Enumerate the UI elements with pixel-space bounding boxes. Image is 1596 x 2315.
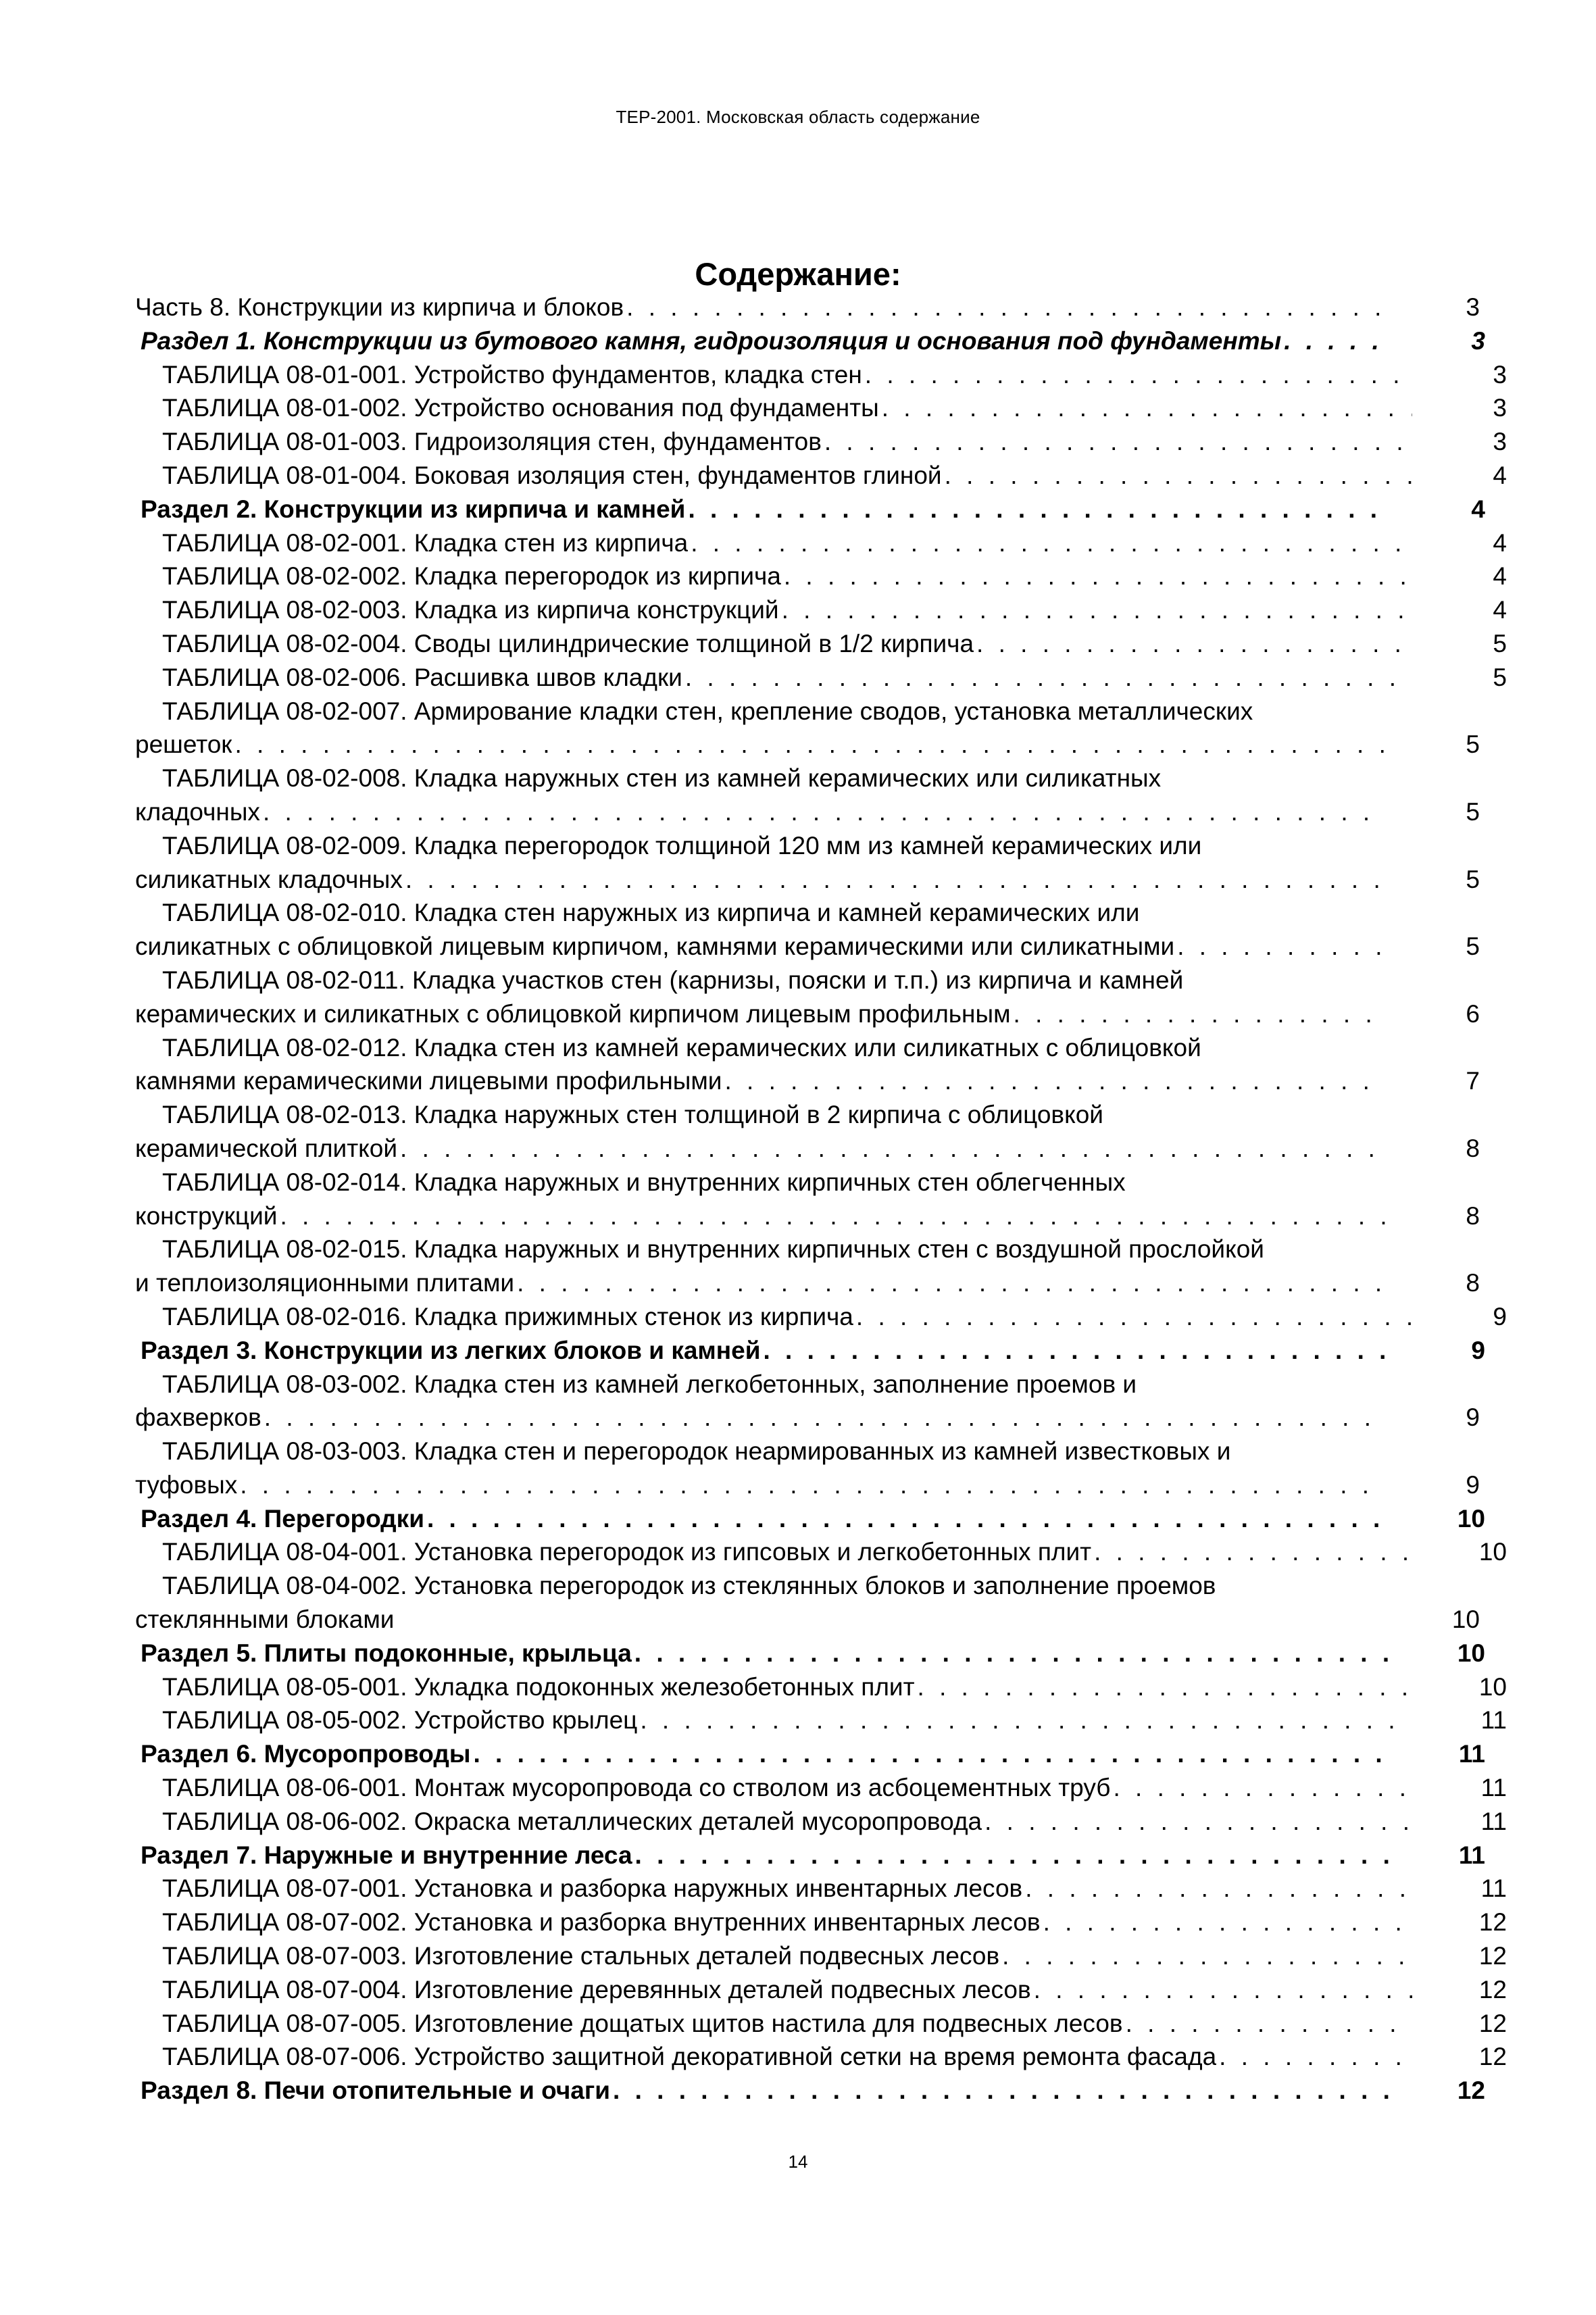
- toc-entry-table[interactable]: [135, 661, 1507, 695]
- toc-entry-text: ТАБЛИЦА 08-05-001. Укладка подоконных железобетонных плит: [162, 1672, 915, 1701]
- toc-leader-dots: [784, 559, 1412, 593]
- toc-entry-text: ТАБЛИЦА 08-06-001. Монтаж мусоропровода со стволом из асбоцементных труб: [162, 1774, 1111, 1802]
- toc-entry-table[interactable]: [135, 1872, 1507, 1906]
- toc-entry-text: ТАБЛИЦА 08-02-010. Кладка стен наружных из кирпича и камней керамических или: [162, 899, 1140, 927]
- toc-line: [135, 493, 1485, 526]
- toc-line: [135, 1435, 1507, 1468]
- toc-line: [135, 795, 1480, 829]
- toc-line: [135, 1233, 1507, 1266]
- toc-entry-table[interactable]: [135, 896, 1480, 964]
- toc-page-number: 3: [1493, 394, 1507, 422]
- toc-entry-table[interactable]: [135, 1939, 1507, 1973]
- toc-entry-table[interactable]: [135, 1771, 1507, 1805]
- toc-entry-text: Часть 8. Конструкции из кирпича и блоков: [135, 293, 624, 321]
- toc-entry-text: ТАБЛИЦА 08-01-003. Гидроизоляция стен, фундаментов: [162, 428, 822, 456]
- toc-leader-dots: [1002, 1939, 1412, 1973]
- toc-entry-text: ТАБЛИЦА 08-02-001. Кладка стен из кирпича: [162, 528, 689, 557]
- toc-line: [135, 1670, 1507, 1704]
- toc-line: [135, 896, 1507, 930]
- toc-line: [135, 1535, 1507, 1569]
- toc-line: [135, 291, 1480, 324]
- toc-entry-text: ТАБЛИЦА 08-07-003. Изготовление стальных деталей подвесных лесов: [162, 1942, 1000, 1970]
- toc-entry-text: ТАБЛИЦА 08-02-011. Кладка участков стен (карнизы, пояски и т.п.) из кирпича и камней: [162, 966, 1184, 994]
- toc-entry-table[interactable]: [135, 1670, 1507, 1704]
- toc-entry-text: ТАБЛИЦА 08-07-004. Изготовление деревянных деталей подвесных лесов: [162, 1975, 1031, 2003]
- toc-page-number: 12: [1478, 1975, 1507, 2003]
- toc-line: [135, 1166, 1507, 1199]
- toc-entry-text: ТАБЛИЦА 08-03-002. Кладка стен из камней легкобетонных, заполнение проемов и: [162, 1370, 1137, 1398]
- toc-line: [135, 1401, 1480, 1435]
- toc-line: [135, 2007, 1507, 2041]
- toc-line: [135, 1603, 1480, 1637]
- toc-page-number: 8: [1466, 1134, 1480, 1162]
- toc-leader-dots: [865, 358, 1412, 392]
- toc-leader-dots: [626, 291, 1385, 324]
- toc-entry-text: ТАБЛИЦА 08-02-015. Кладка наружных и внутренних кирпичных стен с воздушной прослойкой: [162, 1235, 1264, 1264]
- toc-entry-text: ТАБЛИЦА 08-02-003. Кладка из кирпича конструкций: [162, 596, 779, 624]
- page-title: Содержание:: [695, 256, 901, 292]
- toc-entry-table[interactable]: [135, 593, 1507, 627]
- toc-page-number: 10: [1451, 1605, 1480, 1634]
- toc-page-number: 8: [1466, 1201, 1480, 1230]
- toc-line: [135, 997, 1480, 1031]
- toc-entry-text: Раздел 8. Печи отопительные и очаги: [141, 2076, 611, 2105]
- toc-leader-dots: [517, 1266, 1385, 1300]
- toc-entry-text: стеклянными блоками: [135, 1605, 395, 1634]
- toc-page-number: 9: [1471, 1336, 1485, 1364]
- toc-entry-text: ТАБЛИЦА 08-07-005. Изготовление дощатых щитов настила для подвесных лесов: [162, 2009, 1123, 2037]
- toc-page-number: 11: [1480, 1807, 1507, 1835]
- toc-line: [135, 661, 1507, 695]
- toc-line: [135, 695, 1507, 728]
- toc-page-number: 3: [1493, 428, 1507, 456]
- toc-line: [135, 2074, 1485, 2108]
- toc-page-number: 8: [1466, 1269, 1480, 1297]
- toc-entry-text: ТАБЛИЦА 08-07-001. Установка и разборка наружных инвентарных лесов: [162, 1874, 1023, 1903]
- toc-line: [135, 1839, 1485, 1872]
- toc-entry-text: ТАБЛИЦА 08-02-002. Кладка перегородок из кирпича: [162, 562, 781, 591]
- toc-entry-text: ТАБЛИЦА 08-07-002. Установка и разборка внутренних инвентарных лесов: [162, 1908, 1041, 1937]
- toc-leader-dots: [856, 1300, 1412, 1334]
- toc-entry-table[interactable]: [135, 358, 1507, 392]
- toc-entry-text: ТАБЛИЦА 08-01-002. Устройство основания под фундаменты: [162, 394, 879, 422]
- toc-entry-table[interactable]: [135, 2007, 1507, 2041]
- toc-entry-text: керамических и силикатных с облицовкой кирпичом лицевым профильным: [135, 999, 1011, 1028]
- toc-page-number: 12: [1478, 2043, 1507, 2071]
- toc-line: [135, 324, 1485, 358]
- toc-leader-dots: [763, 1334, 1391, 1368]
- toc-entry-table[interactable]: [135, 559, 1507, 593]
- toc-leader-dots: [635, 1839, 1391, 1872]
- toc-page-number: 4: [1493, 461, 1507, 489]
- toc-entry-text: ТАБЛИЦА 08-02-008. Кладка наружных стен из камней керамических или силикатных: [162, 764, 1162, 793]
- toc-leader-dots: [405, 863, 1385, 897]
- toc-entry-table[interactable]: [135, 627, 1507, 661]
- toc-page-number: 12: [1478, 1908, 1507, 1937]
- toc-line: [135, 2040, 1507, 2074]
- toc-entry-section[interactable]: [135, 1637, 1485, 1670]
- toc-entry-text: ТАБЛИЦА 08-03-003. Кладка стен и перегородок неармированных из камней известковых и: [162, 1437, 1231, 1466]
- toc-line: [135, 1199, 1480, 1233]
- toc-entry-section[interactable]: [135, 2074, 1485, 2108]
- toc-page-number: 4: [1471, 495, 1485, 523]
- toc-entry-section[interactable]: [135, 324, 1485, 358]
- toc-page-number: 9: [1466, 1403, 1480, 1432]
- toc-page-number: 11: [1480, 1706, 1507, 1735]
- toc-page-number: 10: [1478, 1538, 1507, 1566]
- toc-entry-section[interactable]: [135, 1334, 1485, 1368]
- toc-leader-dots: [240, 1468, 1385, 1502]
- toc-entry-table[interactable]: [135, 2040, 1507, 2074]
- toc-entry-table[interactable]: [135, 762, 1480, 829]
- toc-leader-dots: [824, 425, 1412, 459]
- toc-entry-text: ТАБЛИЦА 08-01-004. Боковая изоляция стен, фундаментов глиной: [162, 461, 942, 489]
- toc-leader-dots: [782, 593, 1412, 627]
- toc-entry-table[interactable]: [135, 1906, 1507, 1939]
- toc-page-number: 3: [1493, 360, 1507, 389]
- toc-line: [135, 1805, 1507, 1839]
- toc-entry-text: кладочных: [135, 797, 260, 826]
- toc-leader-dots: [1043, 1906, 1412, 1939]
- toc-entry-section[interactable]: [135, 1839, 1485, 1872]
- toc-line: [135, 1468, 1480, 1502]
- toc-leader-dots: [882, 391, 1412, 425]
- toc-leader-dots: [918, 1670, 1412, 1704]
- toc-line: [135, 1771, 1507, 1805]
- toc-entry-text: ТАБЛИЦА 08-02-006. Расшивка швов кладки: [162, 663, 682, 691]
- toc-line: [135, 762, 1507, 795]
- toc-entry-section[interactable]: [135, 493, 1485, 526]
- toc-leader-dots: [1025, 1872, 1412, 1906]
- toc-page-number: 3: [1471, 326, 1485, 355]
- toc-page-number: 12: [1457, 2076, 1485, 2105]
- toc-leader-dots: [724, 1064, 1385, 1098]
- toc-page-number: 11: [1480, 1774, 1507, 1802]
- toc-line: [135, 1266, 1480, 1300]
- toc-page-number: 12: [1478, 2009, 1507, 2037]
- toc-leader-dots: [685, 661, 1412, 695]
- toc-leader-dots: [640, 1703, 1412, 1737]
- toc-entry-text: ТАБЛИЦА 08-02-016. Кладка прижимных стенок из кирпича: [162, 1302, 853, 1330]
- toc-entry-table[interactable]: [135, 695, 1480, 762]
- toc-line: [135, 391, 1507, 425]
- toc-page-number: 9: [1466, 1470, 1480, 1499]
- toc-line: [135, 526, 1507, 560]
- toc-line: [135, 1368, 1507, 1401]
- toc-entry-table[interactable]: [135, 964, 1480, 1031]
- toc-page-number: 11: [1480, 1874, 1507, 1903]
- toc-entry-table[interactable]: [135, 1535, 1507, 1569]
- toc-page-number: 6: [1466, 999, 1480, 1028]
- toc-entry-part[interactable]: [135, 291, 1480, 324]
- toc-entry-table[interactable]: [135, 829, 1480, 897]
- toc-entry-text: Раздел 6. Мусоропроводы: [141, 1740, 471, 1768]
- toc-entry-table[interactable]: [135, 1569, 1480, 1637]
- toc-entry-table[interactable]: [135, 1435, 1480, 1502]
- toc-leader-dots: [427, 1502, 1391, 1536]
- toc-page-number: 11: [1458, 1841, 1485, 1869]
- toc-page-number: 5: [1493, 629, 1507, 657]
- toc-entry-text: ТАБЛИЦА 08-02-014. Кладка наружных и внутренних кирпичных стен облегченных: [162, 1168, 1126, 1196]
- toc-entry-text: конструкций: [135, 1201, 278, 1230]
- toc-entry-text: ТАБЛИЦА 08-06-002. Окраска металлических деталей мусоропровода: [162, 1807, 982, 1835]
- toc-line: [135, 1906, 1507, 1939]
- toc-leader-dots: [280, 1199, 1385, 1233]
- toc-line: [135, 1637, 1485, 1670]
- toc-entry-section[interactable]: [135, 1737, 1485, 1771]
- toc-page-number: 3: [1466, 293, 1480, 321]
- toc-line: [135, 829, 1507, 863]
- toc-leader-dots: [1034, 1973, 1412, 2007]
- toc-leader-dots: [691, 526, 1412, 560]
- toc-entry-table[interactable]: [135, 1973, 1507, 2007]
- toc-line: [135, 627, 1507, 661]
- toc-entry-text: и теплоизоляционными плитами: [135, 1269, 515, 1297]
- toc-entry-table[interactable]: [135, 1300, 1507, 1334]
- toc-leader-dots: [1014, 997, 1385, 1031]
- toc-entry-text: ТАБЛИЦА 08-04-001. Установка перегородок из гипсовых и легкобетонных плит: [162, 1538, 1092, 1566]
- toc-page-number: 5: [1466, 932, 1480, 961]
- toc-entry-text: решеток: [135, 730, 232, 759]
- toc-page-number: 5: [1466, 797, 1480, 826]
- toc-line: [135, 1872, 1507, 1906]
- toc-page-number: 10: [1457, 1504, 1485, 1533]
- toc-line: [135, 1031, 1507, 1065]
- running-header: ТЕР-2001. Московская область содержание: [616, 107, 980, 127]
- toc-entry-text: силикатных кладочных: [135, 865, 403, 893]
- toc-page-number: 9: [1493, 1302, 1507, 1330]
- toc-line: [135, 728, 1480, 762]
- toc-page-number: 5: [1493, 663, 1507, 691]
- toc-leader-dots: [263, 795, 1385, 829]
- toc-entry-text: Раздел 7. Наружные и внутренние леса: [141, 1841, 632, 1869]
- table-of-contents: [135, 291, 1507, 2108]
- toc-line: [135, 1334, 1485, 1368]
- toc-line: [135, 1502, 1485, 1536]
- toc-entry-text: керамической плиткой: [135, 1134, 398, 1162]
- toc-page-number: 11: [1458, 1740, 1485, 1768]
- toc-leader-dots: [473, 1737, 1391, 1771]
- toc-leader-dots: [613, 2074, 1391, 2108]
- toc-entry-text: ТАБЛИЦА 08-02-004. Своды цилиндрические толщиной в 1/2 кирпича: [162, 629, 974, 657]
- toc-leader-dots: [234, 728, 1385, 762]
- toc-leader-dots: [1094, 1535, 1412, 1569]
- toc-entry-table[interactable]: [135, 1703, 1507, 1737]
- toc-leader-dots: [264, 1401, 1385, 1435]
- toc-entry-table[interactable]: [135, 1031, 1480, 1099]
- toc-entry-table[interactable]: [135, 1805, 1507, 1839]
- toc-page-number: 5: [1466, 730, 1480, 759]
- toc-entry-table[interactable]: [135, 391, 1507, 425]
- toc-page-number: 4: [1493, 528, 1507, 557]
- toc-entry-text: силикатных с облицовкой лицевым кирпичом, камнями керамическими или силикатными: [135, 932, 1175, 961]
- toc-entry-table[interactable]: [135, 526, 1507, 560]
- toc-line: [135, 559, 1507, 593]
- toc-entry-section[interactable]: [135, 1502, 1485, 1536]
- toc-leader-dots: [400, 1132, 1385, 1166]
- toc-line: [135, 459, 1507, 493]
- toc-line: [135, 1737, 1485, 1771]
- toc-leader-dots: [976, 627, 1412, 661]
- toc-line: [135, 964, 1507, 997]
- toc-entry-text: ТАБЛИЦА 08-04-002. Установка перегородок из стеклянных блоков и заполнение проемов: [162, 1572, 1216, 1600]
- toc-page-number: 12: [1478, 1942, 1507, 1970]
- page-number: 14: [788, 2151, 808, 2172]
- toc-line: [135, 593, 1507, 627]
- toc-page-number: 7: [1466, 1067, 1480, 1095]
- toc-entry-table[interactable]: [135, 1166, 1480, 1233]
- toc-page-number: 4: [1493, 562, 1507, 591]
- toc-line: [135, 425, 1507, 459]
- toc-line: [135, 1132, 1480, 1166]
- toc-entry-text: ТАБЛИЦА 08-02-007. Армирование кладки стен, крепление сводов, установка металлических: [162, 697, 1253, 725]
- toc-entry-table[interactable]: [135, 425, 1507, 459]
- toc-page-number: 4: [1493, 596, 1507, 624]
- toc-entry-text: ТАБЛИЦА 08-02-012. Кладка стен из камней керамических или силикатных с облицовкой: [162, 1033, 1201, 1062]
- toc-entry-table[interactable]: [135, 459, 1507, 493]
- toc-page-number: 10: [1457, 1639, 1485, 1667]
- toc-leader-dots: [945, 459, 1412, 493]
- toc-leader-dots: [688, 493, 1391, 526]
- toc-leader-dots: [1126, 2007, 1412, 2041]
- toc-leader-dots: [1284, 324, 1391, 358]
- toc-line: [135, 863, 1480, 897]
- toc-line: [135, 1703, 1507, 1737]
- toc-line: [135, 930, 1480, 964]
- toc-entry-text: туфовых: [135, 1470, 238, 1499]
- toc-entry-text: Раздел 2. Конструкции из кирпича и камней: [141, 495, 686, 523]
- toc-page-number: 5: [1466, 865, 1480, 893]
- toc-line: [135, 1064, 1480, 1098]
- toc-entry-text: ТАБЛИЦА 08-02-009. Кладка перегородок толщиной 120 мм из камней керамических или: [162, 831, 1202, 860]
- toc-line: [135, 1300, 1507, 1334]
- toc-entry-text: фахверков: [135, 1403, 261, 1432]
- toc-entry-table[interactable]: [135, 1368, 1480, 1435]
- toc-leader-dots: [1219, 2040, 1412, 2074]
- toc-entry-table[interactable]: [135, 1098, 1480, 1166]
- toc-line: [135, 1098, 1507, 1132]
- toc-entry-text: ТАБЛИЦА 08-01-001. Устройство фундаментов, кладка стен: [162, 360, 862, 389]
- toc-line: [135, 1973, 1507, 2007]
- toc-entry-text: камнями керамическими лицевыми профильными: [135, 1067, 722, 1095]
- toc-line: [135, 1569, 1507, 1603]
- toc-entry-text: Раздел 1. Конструкции из бутового камня, гидроизоляция и основания под фундаменты: [141, 326, 1282, 355]
- toc-entry-table[interactable]: [135, 1233, 1480, 1300]
- toc-line: [135, 358, 1507, 392]
- toc-leader-dots: [634, 1637, 1391, 1670]
- toc-leader-dots: [1113, 1771, 1412, 1805]
- toc-entry-text: Раздел 3. Конструкции из легких блоков и камней: [141, 1336, 761, 1364]
- toc-entry-text: ТАБЛИЦА 08-07-006. Устройство защитной декоративной сетки на время ремонта фасада: [162, 2043, 1217, 2071]
- toc-line: [135, 1939, 1507, 1973]
- toc-entry-text: Раздел 4. Перегородки: [141, 1504, 424, 1533]
- toc-page-number: 10: [1478, 1672, 1507, 1701]
- toc-leader-dots: [984, 1805, 1412, 1839]
- toc-entry-text: ТАБЛИЦА 08-05-002. Устройство крылец: [162, 1706, 638, 1735]
- toc-leader-dots: [1177, 930, 1385, 964]
- toc-entry-text: Раздел 5. Плиты подоконные, крыльца: [141, 1639, 632, 1667]
- toc-entry-text: ТАБЛИЦА 08-02-013. Кладка наружных стен толщиной в 2 кирпича с облицовкой: [162, 1101, 1103, 1129]
